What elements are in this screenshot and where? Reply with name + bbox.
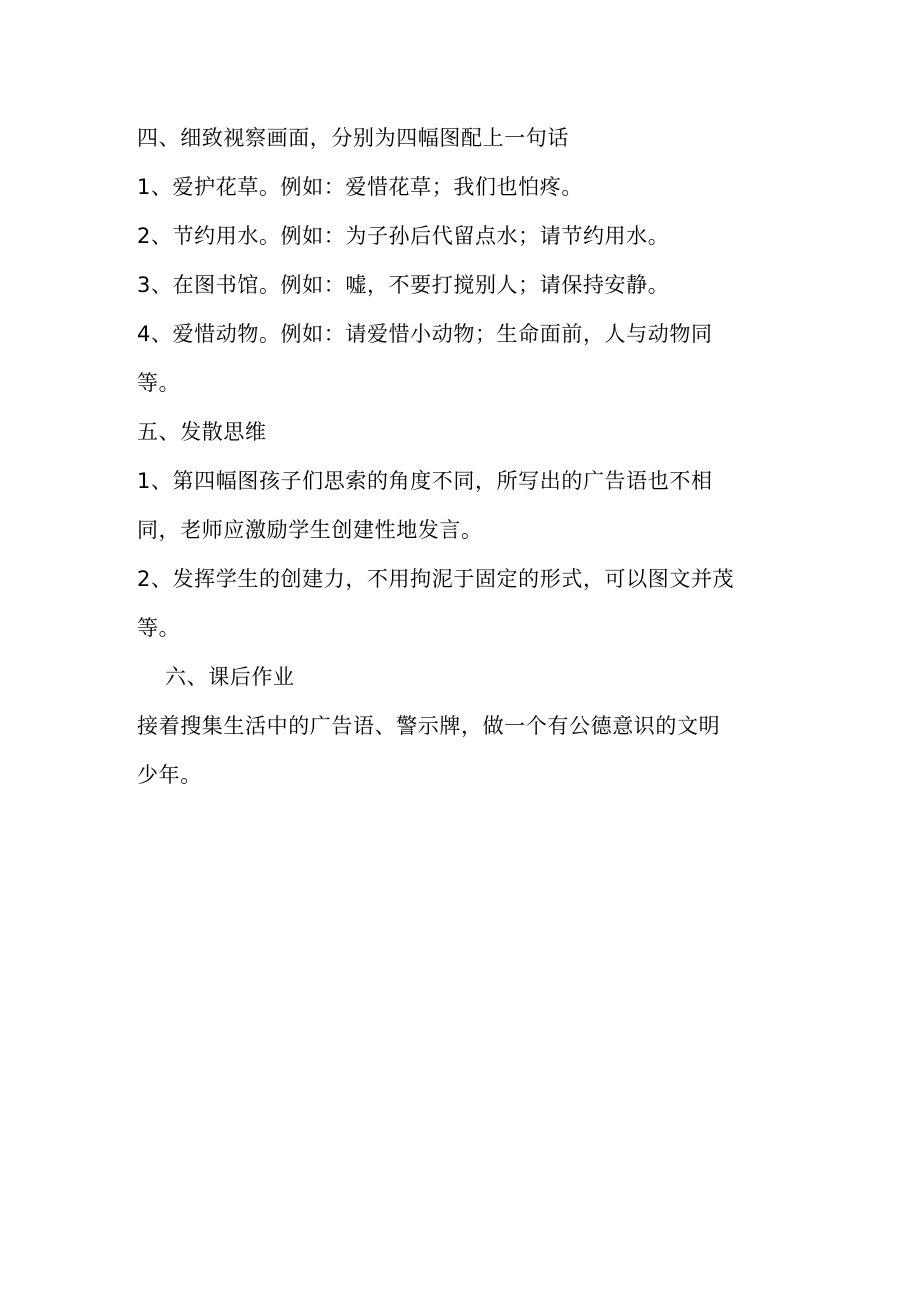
paragraph-line: 4、爱惜动物。例如：请爱惜小动物；生命面前，人与动物同 [137,322,713,346]
paragraph-line: 3、在图书馆。例如：嘘，不要打搅别人；请保持安静。 [137,273,670,297]
paragraph-line: 少年。 [137,763,202,787]
paragraph-line: 同，老师应激励学生创建性地发言。 [137,518,483,542]
paragraph-line: 等。 [137,371,181,395]
paragraph-line: 1、爱护花草。例如：爱惜花草；我们也怕疼。 [137,175,583,199]
paragraph-line: 等。 [137,616,181,640]
paragraph-line: 2、发挥学生的创建力，不用拘泥于固定的形式，可以图文并茂 [137,567,735,591]
paragraph-line: 接着搜集生活中的广告语、警示牌，做一个有公德意识的文明 [137,714,721,738]
section-heading-5: 五、发散思维 [137,420,267,444]
paragraph-line: 1、第四幅图孩子们思索的角度不同，所写出的广告语也不相 [137,469,713,493]
section-heading-4: 四、细致视察画面，分别为四幅图配上一句话 [137,126,569,150]
paragraph-line: 2、节约用水。例如：为子孙后代留点水；请节约用水。 [137,224,670,248]
section-heading-6: 六、课后作业 [165,665,295,689]
document-body [137,114,787,800]
